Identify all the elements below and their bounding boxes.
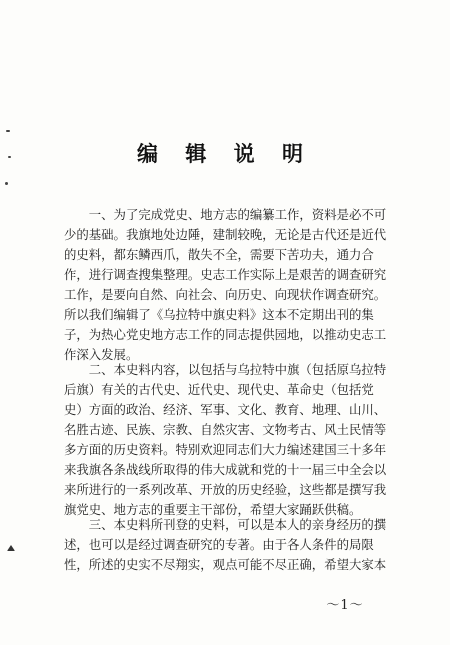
text-line: 二、本史料内容，以包括与乌拉特中旗（包括原乌拉特 xyxy=(64,362,387,377)
text-line: 三、本史料所刊登的史料，可以是本人的亲身经历的撰 xyxy=(64,517,387,532)
page-number: ～1～ xyxy=(326,598,364,613)
text-line: 来所进行的一系列改革、开放的历史经验，这些都是撰写我 xyxy=(64,482,387,497)
text-line: 性，所述的史实不尽翔实，观点可能不尽正确，希望大家本 xyxy=(64,557,387,572)
text-line: 述，也可以是经过调查研究的专著。由于各人条件的局限 xyxy=(64,537,374,552)
text-line: 多方面的历史资料。特别欢迎同志们大力编述建国三十多年 xyxy=(64,442,387,457)
text-line: 所以我们编辑了《乌拉特中旗史料》这本不定期出刊的集 xyxy=(64,307,374,322)
scan-artifact xyxy=(6,130,10,132)
text-line: 工作，是要向自然、向社会、向历史、向现状作调查研究。 xyxy=(64,287,387,302)
text-line: 作深入发展。 xyxy=(64,347,139,362)
text-line: 一、为了完成党史、地方志的编纂工作，资料是必不可 xyxy=(64,207,387,222)
text-line: 后旗）有关的古代史、近代史、现代史、革命史（包括党 xyxy=(64,382,374,397)
text-line: 名胜古迹、民族、宗教、自然灾害、文物考古、风土民情等 xyxy=(64,422,387,437)
paragraph-3 xyxy=(64,515,390,575)
text-line: 作，进行调查搜集整理。史志工作实际上是艰苦的调查研究 xyxy=(64,267,387,282)
text-line: 子，为热心党史地方志工作的同志提供园地，以推动史志工 xyxy=(64,327,387,342)
text-line: 少的基础。我旗地处边陲，建制较晚，无论是古代还是近代 xyxy=(64,227,387,242)
paragraph-1 xyxy=(64,205,390,365)
text-line: 的史料，都东鳞西爪，散失不全，需要下苦功夫，通力合 xyxy=(64,247,374,262)
page-title: 编 辑 说 明 xyxy=(137,141,313,166)
scan-artifact xyxy=(7,545,15,551)
paragraph-2 xyxy=(64,360,390,520)
scan-artifact xyxy=(5,182,8,185)
text-line: 史）方面的政治、经济、军事、文化、教育、地理、山川、 xyxy=(64,402,387,417)
text-line: 来我旗各条战线所取得的伟大成就和党的十一届三中全会以 xyxy=(64,462,387,477)
text-line: 旗党史、地方志的重要主干部份，希望大家踊跃供稿。 xyxy=(64,502,362,517)
